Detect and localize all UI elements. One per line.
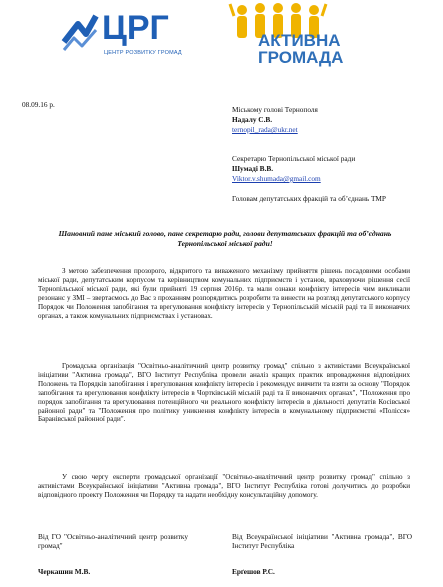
active-community-logo xyxy=(228,2,378,70)
recipient-mayor-name: Надалу С.В. xyxy=(232,115,273,124)
recipient-secretary-email-link[interactable]: Viktor.v.shumada@gmail.com xyxy=(232,174,321,183)
signature-left-name: Черкашин М.В. xyxy=(38,567,91,576)
signature-right-org: Від Всеукраїнської ініціативи "Активна громада", ВГО Інститут Республіка xyxy=(232,532,412,551)
cpg-logo xyxy=(60,4,180,70)
recipient-secretary-role: Секретарю Тернопільської міської ради xyxy=(232,154,356,163)
body-paragraph-3: У свою чергу експерти громадської організації "Освітньо-аналітичний центр розвитку громад" спільно з активістами Всеукраїнської ініціативи "Активна громада", ВГО Інститут Республіка готові долучитись до розробки відповідного проекту Положення чи Порядку та надати необхідну консультаційну допомогу. xyxy=(38,473,410,499)
recipient-mayor-role: Міському голові Тернополя xyxy=(232,105,318,114)
recipient-mayor-email-link[interactable]: ternopil_rada@ukr.net xyxy=(232,125,298,134)
active-community-logo-line2: ГРОМАДА xyxy=(258,48,344,67)
letter-date: 08.09.16 р. xyxy=(22,100,55,109)
body-paragraph-2: Громадська організація "Освітньо-аналітичний центр розвитку громад" спільно з активістами Всеукраїнської ініціативи "Активна громада", ВГО Інститут Республіка провели аналіз кращих практик впровадження відповідних Положень та Порядків запобігання і врегулювання конфлікту інтересів і рекомендує вивчити та взяти за основу "Порядок запобігання та врегулювання конфлікту інтересів в Чортківській міській раді та її виконавчих органах", "Положення про порядок запобігання та врегулювання потенційного чи реального конфлікту інтересів в діяльності депутатів Косівської районної ради" та "Положення про політику уникнення конфлікту інтересів в комунальному підприємстві «Полісся» Баранівської районної ради". xyxy=(38,362,410,424)
recipient-secretary-name: Шумаді В.В. xyxy=(232,164,274,173)
recipient-group: Головам депутатських фракцій та об’єднань ТМР xyxy=(232,194,386,203)
body-paragraph-1: З метою забезпечення прозорого, відкритого та виваженого механізму прийняття рішень посадовими особами міської ради, депутатським корпусом та керівництвом комунальних підприємств і установ, враховуючи рішення сесії Тернопільської міської ради, які були прийняті 19 серпня 2016р. та мали ознаки конфлікту інтересів чим викликали резонанс у ЗМІ – звертаємось до Вас з проханням розпорядитись розробити та винести на розгляд депутатського корпусу Порядок чи Положення запобігання та врегулювання конфлікту інтересів у Тернопільській міській раді та її виконавчих органах, а також комунальних підприємствах і установах. xyxy=(38,267,410,320)
salutation: Шановний пане міський голово, пане секретарю ради, голови депутатських фракцій та об’єднань Тернопільської міської ради! xyxy=(58,229,392,248)
cpg-logo-text: ЦРГ xyxy=(102,9,169,47)
signature-right-name: Ерґешов Р.С. xyxy=(232,567,275,576)
signature-left-org: Від ГО "Освітньо-аналітичний центр розвитку громад" xyxy=(38,532,188,551)
active-community-logo-line1: АКТИВНА xyxy=(258,31,341,50)
cpg-logo-subtitle: ЦЕНТР РОЗВИТКУ ГРОМАД xyxy=(104,50,182,56)
